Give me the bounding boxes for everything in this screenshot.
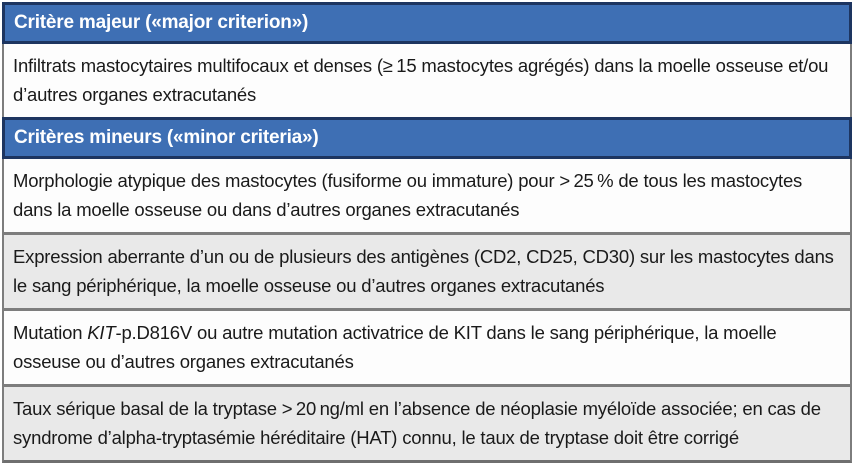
major-criterion-header-label: Critère majeur («major criterion») — [14, 12, 309, 33]
criterion-row-antigen-expression — [2, 232, 852, 308]
minor-criteria-header — [2, 117, 852, 159]
criteria-table — [2, 2, 852, 463]
criterion-row-morphology — [2, 159, 852, 232]
minor-criteria-header-label: Critères mineurs («minor criteria») — [14, 127, 319, 148]
criterion-row-antigen-expression-text: Expression aberrante d’un ou de plusieurs des antigènes (CD2, CD25, CD30) sur les mastocytes dans le sang périphérique, la moelle osseuse ou d’autres organes extracutanés — [13, 246, 834, 296]
criterion-row-tryptase-level-text: Taux sérique basal de la tryptase > 20 ng/ml en l’absence de néoplasie myéloïde associée; en cas de syndrome d’alpha-tryptasémie héréditaire (HAT) connu, le taux de tryptase doit être corrigé — [13, 398, 821, 448]
criterion-row-morphology-text: Morphologie atypique des mastocytes (fusiforme ou immature) pour > 25 % de tous les mastocytes dans la moelle osseuse ou dans d’autres organes extracutanés — [13, 170, 803, 220]
kit-gene-italic-text: KIT — [87, 322, 116, 343]
criterion-row-kit-mutation — [2, 308, 852, 384]
major-criterion-header — [2, 2, 852, 44]
criterion-row-kit-mutation-text-prefix: Mutation — [13, 322, 88, 343]
criterion-row-tryptase-level — [2, 384, 852, 463]
criterion-row-infiltrates — [2, 44, 852, 117]
criterion-row-kit-mutation-text-rest: -p.D816V ou autre mutation activatrice de KIT dans le sang périphérique, la moelle osseuse ou d’autres organes extracutanés — [13, 322, 777, 372]
criterion-row-infiltrates-text: Infiltrats mastocytaires multifocaux et denses (≥ 15 mastocytes agrégés) dans la moelle osseuse et/ou d’autres organes extracutanés — [13, 55, 829, 105]
